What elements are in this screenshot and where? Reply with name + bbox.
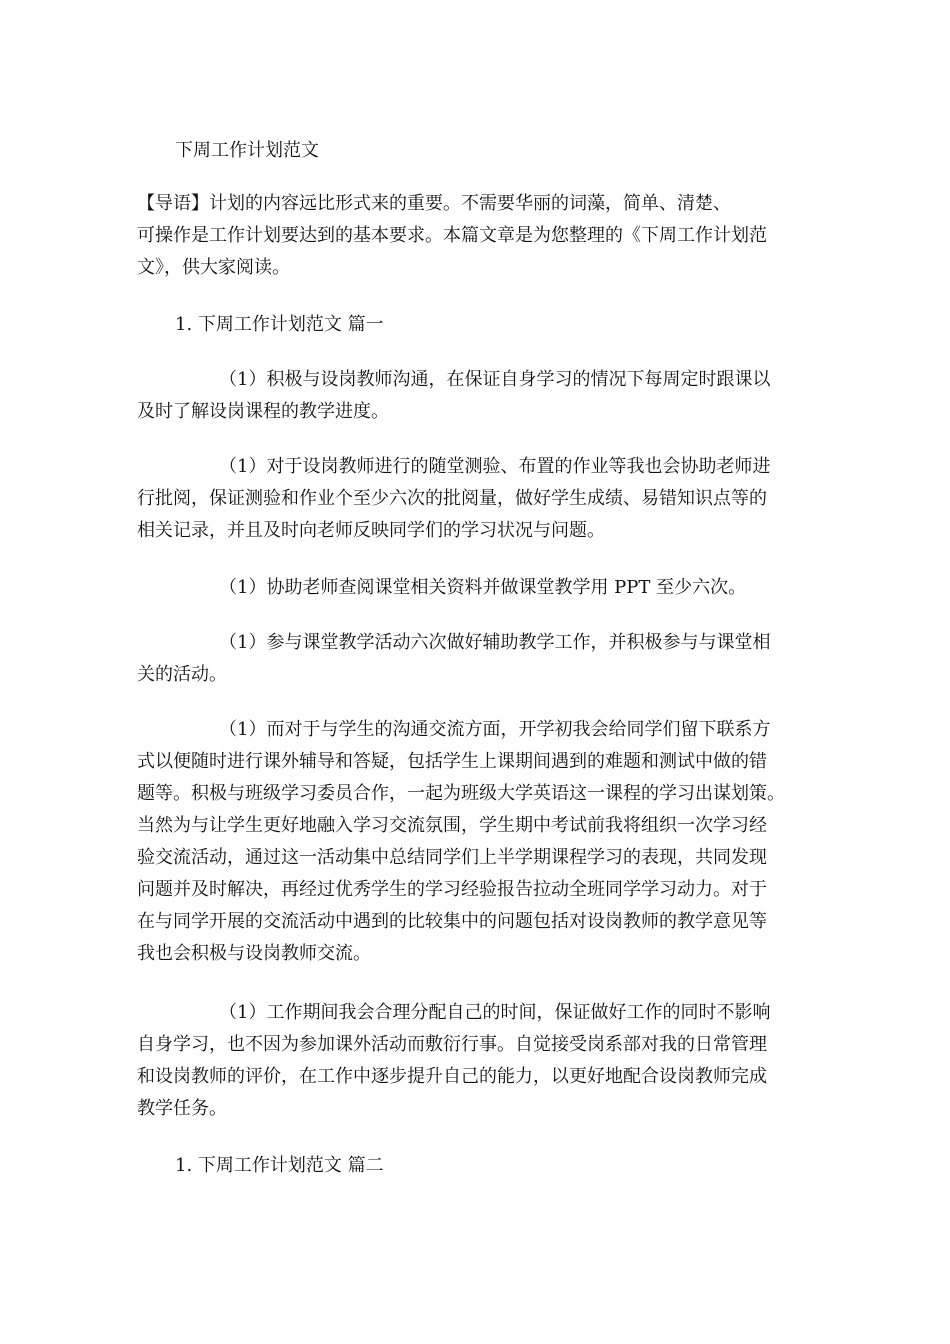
item-line: 我也会积极与设岗教师交流。 bbox=[137, 943, 371, 964]
item-line: 问题并及时解决，再经过优秀学生的学习经验报告拉动全班同学学习动力。对于 bbox=[137, 879, 767, 900]
intro-paragraph bbox=[137, 188, 767, 284]
plan-item-4 bbox=[137, 627, 770, 691]
item-line: 和设岗教师的评价，在工作中逐步提升自己的能力，以更好地配合设岗教师完成 bbox=[137, 1066, 767, 1087]
plan-item-3 bbox=[137, 572, 746, 604]
item-line: 行批阅，保证测验和作业个至少六次的批阅量，做好学生成绩、易错知识点等的 bbox=[137, 488, 767, 509]
item-line: 式以便随时进行课外辅导和答疑，包括学生上课期间遇到的难题和测试中做的错 bbox=[137, 751, 767, 772]
item-line: 关的活动。 bbox=[137, 664, 227, 685]
item-line: 验交流活动，通过这一活动集中总结同学们上半学期课程学习的表现，共同发现 bbox=[137, 847, 767, 868]
section-heading-1: 1. 下周工作计划范文 篇一 bbox=[175, 314, 384, 335]
item-line: 当然为与让学生更好地融入学习交流氛围，学生期中考试前我将组织一次学习经 bbox=[137, 815, 767, 836]
item-line: 及时了解设岗课程的教学进度。 bbox=[137, 401, 389, 422]
item-line: 题等。积极与班级学习委员合作，一起为班级大学英语这一课程的学习出谋划策。 bbox=[137, 783, 785, 804]
intro-line: 可操作是工作计划要达到的基本要求。本篇文章是为您整理的《下周工作计划范 bbox=[137, 225, 767, 246]
plan-item-6 bbox=[137, 997, 770, 1125]
item-line: （1）对于设岗教师进行的随堂测验、布置的作业等我也会协助老师进 bbox=[219, 456, 771, 477]
item-line: （1）工作期间我会合理分配自己的时间，保证做好工作的同时不影响 bbox=[219, 1002, 771, 1023]
document-title: 下周工作计划范文 bbox=[175, 140, 319, 161]
plan-item-5 bbox=[137, 714, 785, 970]
plan-item-2 bbox=[137, 451, 770, 547]
intro-line: 【导语】计划的内容远比形式来的重要。不需要华丽的词藻，简单、清楚、 bbox=[137, 193, 731, 214]
item-line: （1）而对于与学生的沟通交流方面，开学初我会给同学们留下联系方 bbox=[219, 719, 771, 740]
plan-item-1 bbox=[137, 364, 770, 428]
section-heading-2: 1. 下周工作计划范文 篇二 bbox=[175, 1155, 384, 1176]
item-line: （1）参与课堂教学活动六次做好辅助教学工作，并积极参与与课堂相 bbox=[219, 632, 771, 653]
item-line: （1）积极与设岗教师沟通，在保证自身学习的情况下每周定时跟课以 bbox=[219, 369, 771, 390]
item-line: （1）协助老师查阅课堂相关资料并做课堂教学用 PPT 至少六次。 bbox=[219, 577, 747, 598]
item-line: 在与同学开展的交流活动中遇到的比较集中的问题包括对设岗教师的教学意见等 bbox=[137, 911, 767, 932]
item-line: 自身学习，也不因为参加课外活动而敷衍行事。自觉接受岗系部对我的日常管理 bbox=[137, 1034, 767, 1055]
item-line: 教学任务。 bbox=[137, 1098, 227, 1119]
intro-line: 文》，供大家阅读。 bbox=[137, 257, 290, 278]
item-line: 相关记录，并且及时向老师反映同学们的学习状况与问题。 bbox=[137, 520, 605, 541]
